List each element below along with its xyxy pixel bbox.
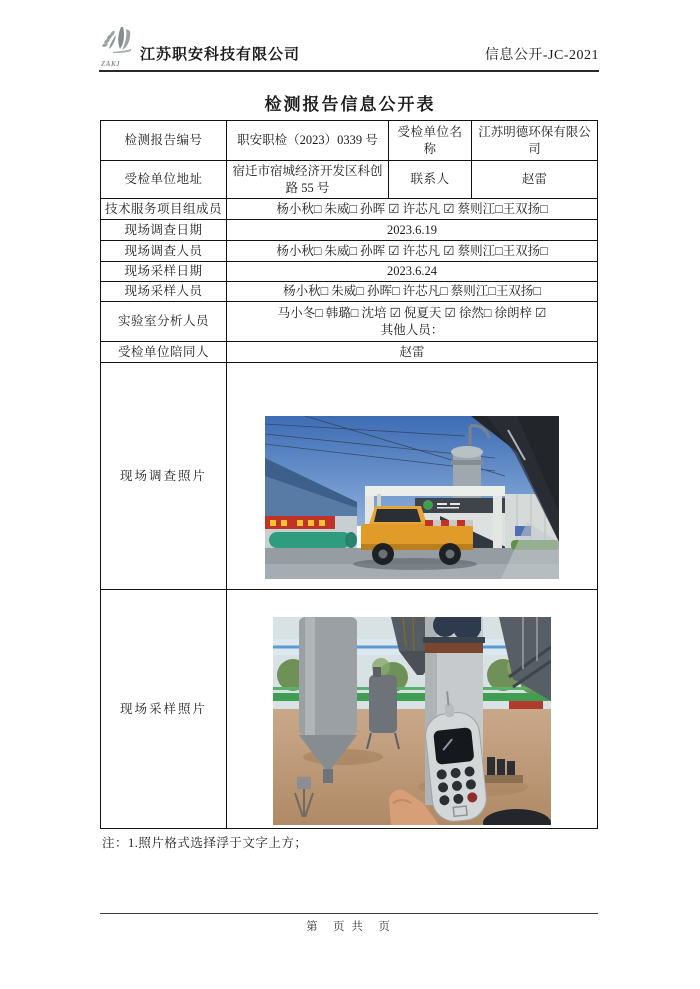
table-row bbox=[101, 363, 598, 590]
page-header bbox=[99, 26, 599, 72]
report-no-value: 职安职检（2023）0339 号 bbox=[227, 121, 389, 161]
page-number-text: 第 页 共 页 bbox=[306, 921, 392, 933]
page-title: 检测报告信息公开表 bbox=[264, 95, 436, 114]
survey-date-label: 现场调查日期 bbox=[101, 220, 227, 241]
lab-staff-label: 实验室分析人员 bbox=[101, 302, 227, 342]
table-row bbox=[101, 161, 598, 199]
company-logo-icon bbox=[99, 25, 137, 67]
sampling-photo bbox=[227, 590, 598, 829]
logo-text: ZAKJ bbox=[101, 60, 121, 68]
survey-photo-label: 现场调查照片 bbox=[101, 363, 227, 590]
unit-addr-label: 受检单位地址 bbox=[101, 161, 227, 199]
sample-date-value: 2023.6.24 bbox=[227, 262, 598, 282]
contact-label: 联系人 bbox=[389, 161, 472, 199]
escort-label: 受检单位陪同人 bbox=[101, 342, 227, 363]
unit-name-value: 江苏明德环保有限公司 bbox=[472, 121, 598, 161]
survey-staff-checkboxes: 杨小秋□ 朱威□ 孙晖 ☑ 许芯凡 ☑ 蔡则江□王双扬□ bbox=[227, 241, 598, 262]
table-row bbox=[101, 302, 598, 342]
sample-staff-checkboxes: 杨小秋□ 朱威□ 孙晖□ 许芯凡□ 蔡则江□王双扬□ bbox=[227, 282, 598, 302]
survey-photo bbox=[227, 363, 598, 590]
sampling-photo-image bbox=[273, 617, 551, 825]
page-footer bbox=[100, 913, 598, 934]
table-row bbox=[101, 241, 598, 262]
doc-code: 信息公开-JC-2021 bbox=[484, 48, 599, 63]
table-row bbox=[101, 220, 598, 241]
table-row bbox=[101, 590, 598, 829]
lab-staff-line2: 其他人员： bbox=[380, 322, 444, 337]
report-form-table bbox=[100, 120, 598, 829]
lab-staff-checkboxes bbox=[227, 302, 598, 342]
unit-addr-value: 宿迁市宿城经济开发区科创路 55 号 bbox=[227, 161, 389, 199]
survey-date-value: 2023.6.19 bbox=[227, 220, 598, 241]
team-checkboxes: 杨小秋□ 朱威□ 孙晖 ☑ 许芯凡 ☑ 蔡则江□王双扬□ bbox=[227, 199, 598, 220]
table-row bbox=[101, 121, 598, 161]
survey-photo-image bbox=[265, 416, 559, 579]
sample-staff-label: 现场采样人员 bbox=[101, 282, 227, 302]
company-name: 江苏职安科技有限公司 bbox=[140, 47, 301, 63]
escort-value: 赵雷 bbox=[227, 342, 598, 363]
lab-staff-line1: 马小冬□ 韩璐□ 沈培 ☑ 倪夏天 ☑ 徐然□ 徐朗梓 ☑ bbox=[277, 305, 547, 320]
report-no-label: 检测报告编号 bbox=[101, 121, 227, 161]
table-row bbox=[101, 282, 598, 302]
footnote: 注：1.照片格式选择浮于文字上方； bbox=[102, 836, 308, 850]
sample-date-label: 现场采样日期 bbox=[101, 262, 227, 282]
table-row bbox=[101, 199, 598, 220]
unit-name-label: 受检单位名称 bbox=[389, 121, 472, 161]
sample-photo-label: 现场采样照片 bbox=[101, 590, 227, 829]
table-row bbox=[101, 262, 598, 282]
survey-staff-label: 现场调查人员 bbox=[101, 241, 227, 262]
table-row bbox=[101, 342, 598, 363]
contact-value: 赵雷 bbox=[472, 161, 598, 199]
team-label: 技术服务项目组成员 bbox=[101, 199, 227, 220]
